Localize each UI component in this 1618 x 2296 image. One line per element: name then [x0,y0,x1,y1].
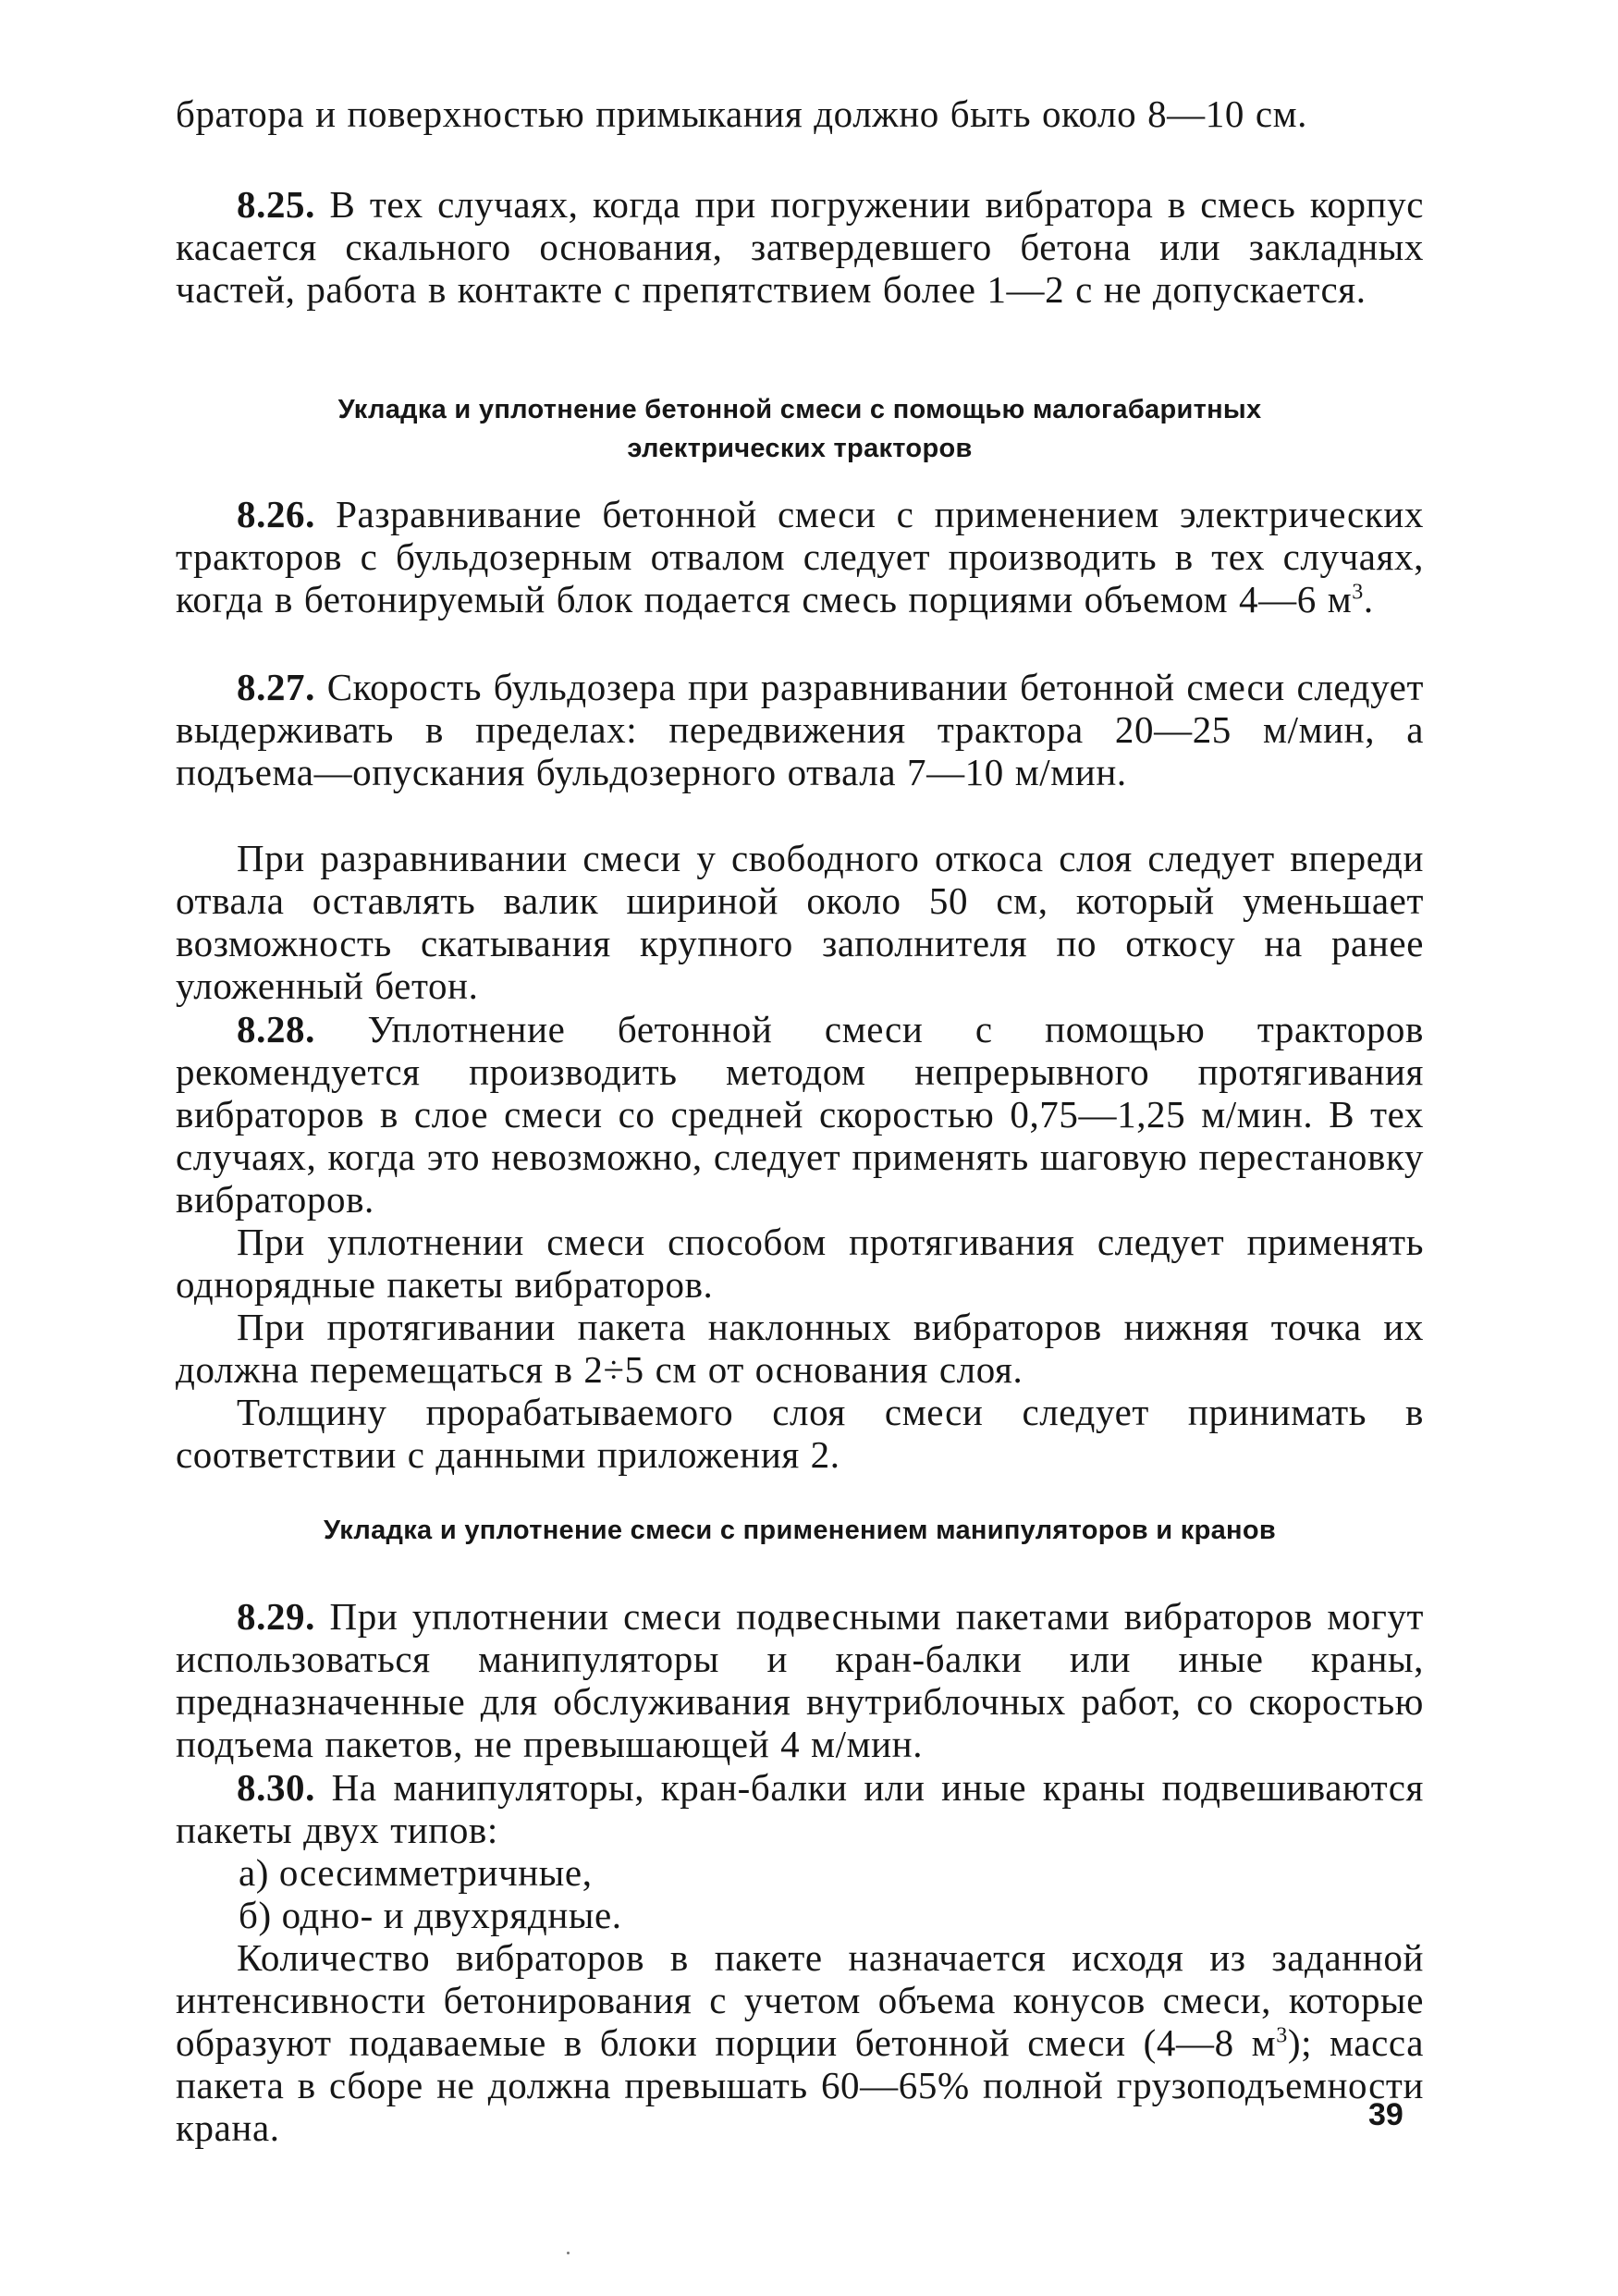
paragraph-text: Уплотнение бетонной смеси с помощью тракторов рекомендуется производить методом непрерывного протягивания вибраторов в слое смеси со средней скоростью 0,75—1,25 м/мин. В тех случаях, когда это невозможно, следует применять шаговую перестановку вибраторов. [176,1008,1424,1221]
superscript: 3 [1276,2023,1288,2048]
document-page [176,92,1424,2256]
paragraph-continuation [176,92,1424,135]
paragraph-8-28-thickness [176,1391,1424,1476]
paragraph-text: При разравнивании смеси у свободного откоса слоя следует впереди отвала оставлять валик шириной около 50 см, который уменьшает возможность скатывания крупного заполнителя по откосу на ранее уложенный бетон. [176,837,1424,1007]
clause-number: 8.25. [237,183,315,226]
heading-line-1: Укладка и уплотнение бетонной смеси с помощью малогабаритных [337,395,1262,424]
paragraph-8-27-continued [176,837,1424,1007]
section-heading-tractors [176,390,1424,468]
paragraph-text: Скорость бульдозера при разравнивании бетонной смеси следует выдерживать в пределах: передвижения трактора 20—25 м/мин, а подъема—опускания бульдозерного отвала 7—10 м/мин. [176,666,1424,793]
paragraph-8-25 [176,183,1424,311]
paragraph-text: братора и поверхностью примыкания должно быть около 8—10 см. [176,92,1308,135]
paragraph-8-29 [176,1595,1424,1765]
paragraph-8-26 [176,493,1424,620]
heading-line: Укладка и уплотнение смеси с применением манипуляторов и кранов [323,1516,1276,1545]
page-number: 39 [1368,2097,1403,2132]
paragraph-8-28-incline [176,1306,1424,1391]
clause-number: 8.27. [237,666,315,708]
paragraph-tail: ); масса пакета в сборе не должна превышать 60—65% полной грузоподъемности крана. [176,2021,1424,2149]
section-heading-manipulators [176,1511,1424,1550]
list-item: б) одно- и двухрядные. [239,1894,622,1936]
scan-speck [567,2252,570,2254]
paragraph-8-27 [176,666,1424,793]
paragraph-text: Разравнивание бетонной смеси с применением электрических тракторов с бульдозерным отвалом следует производить в тех случаях, когда в бетонируемый блок подается смесь порциями объемом 4—6 м [176,493,1424,620]
paragraph-text: При уплотнении смеси способом протягивания следует применять однорядные пакеты вибраторов. [176,1221,1424,1306]
paragraph-text: При протягивании пакета наклонных вибраторов нижняя точка их должна перемещаться в 2÷5 см от основания слоя. [176,1306,1424,1391]
paragraph-8-30-quantity [176,1936,1424,2149]
paragraph-text: В тех случаях, когда при погружении вибратора в смесь корпус касается скального основания, затвердевшего бетона или закладных частей, работа в контакте с препятствием более 1—2 с не допускается. [176,183,1424,311]
clause-number: 8.30. [237,1766,315,1809]
list-item: а) осесимметричные, [239,1851,593,1894]
clause-number: 8.29. [237,1595,315,1638]
paragraph-text: При уплотнении смеси подвесными пакетами вибраторов могут использоваться манипуляторы и кран-балки или иные краны, предназначенные для обслуживания внутриблочных работ, со скоростью подъема пакетов, не превышающей 4 м/мин. [176,1595,1424,1765]
clause-number: 8.28. [237,1008,315,1050]
paragraph-8-28 [176,1008,1424,1221]
paragraph-text: Количество вибраторов в пакете назначается исходя из заданной интенсивности бетонирования с учетом объема конусов смеси, которые образуют подаваемые в блоки порции бетонной смеси (4—8 м [176,1936,1424,2064]
paragraph-text: Толщину прорабатываемого слоя смеси следует принимать в соответствии с данными приложения 2. [176,1391,1424,1476]
heading-line-2: электрических тракторов [627,434,973,463]
paragraph-text: На манипуляторы, кран-балки или иные краны подвешиваются пакеты двух типов: [176,1766,1424,1851]
clause-number: 8.26. [237,493,315,535]
superscript: 3 [1352,580,1364,605]
paragraph-8-30 [176,1766,1424,1851]
paragraph-tail: . [1363,578,1374,620]
paragraph-8-28-packs [176,1221,1424,1306]
